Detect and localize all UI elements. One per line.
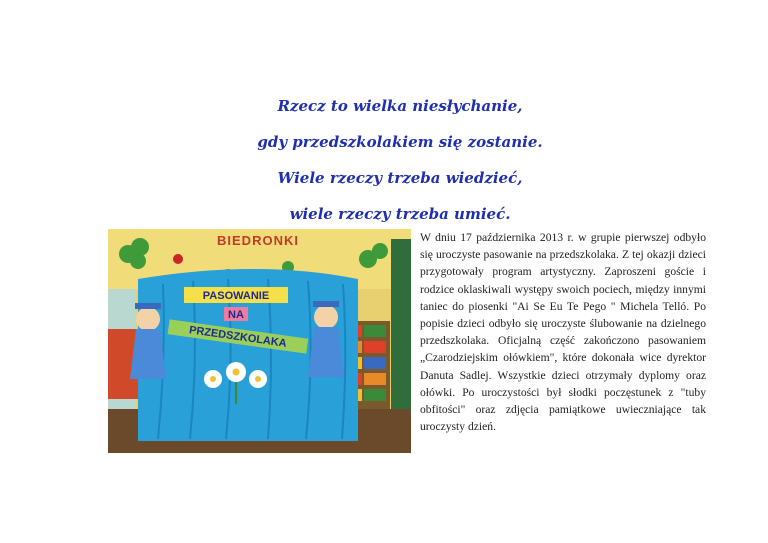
article-text: W dniu 17 października 2013 r. w grupie pierwszej odbyło się uroczyste pasowanie na przedszkolaka. Z tej okazji dzieci przygotowały program artystyczny. Zaproszeni goście i rodzice oklaskiwali występy swoich pociech, między innymi taniec do piosenki "Ai Se Eu Te Pego " Michela Telló. Po popisie dzieci odbyło się uroczyste ślubowanie na dzielnego przedszkolaka. Oficjalną część zakończono pasowaniem „Czarodziejskim ołówkiem", które dokonała wice dyrektor Danuta Sadlej. Wszystkie dzieci otrzymały dyplomy oraz ołówki. Po uroczystości był słodki poczęstunek z "tuby obfitości" oraz zdjęcia pamiątkowe uwieczniające tak uroczysty dzień.	[420, 231, 706, 434]
ceremony-photo	[108, 229, 411, 453]
wall-sign: BIEDRONKI	[217, 233, 299, 248]
banner-word: PRZEDSZKOLAKA	[188, 324, 288, 350]
poem-line: Rzecz to wielka niesłychanie,	[277, 97, 523, 115]
ceremony-photo-image	[108, 229, 411, 453]
poem	[200, 88, 600, 232]
poem-line: gdy przedszkolakiem się zostanie.	[257, 133, 543, 151]
banner-word: PASOWANIE	[202, 290, 270, 302]
poem-line: Wiele rzeczy trzeba wiedzieć,	[277, 169, 523, 187]
banner-word: NA	[228, 309, 244, 321]
poem-line: wiele rzeczy trzeba umieć.	[289, 205, 511, 223]
